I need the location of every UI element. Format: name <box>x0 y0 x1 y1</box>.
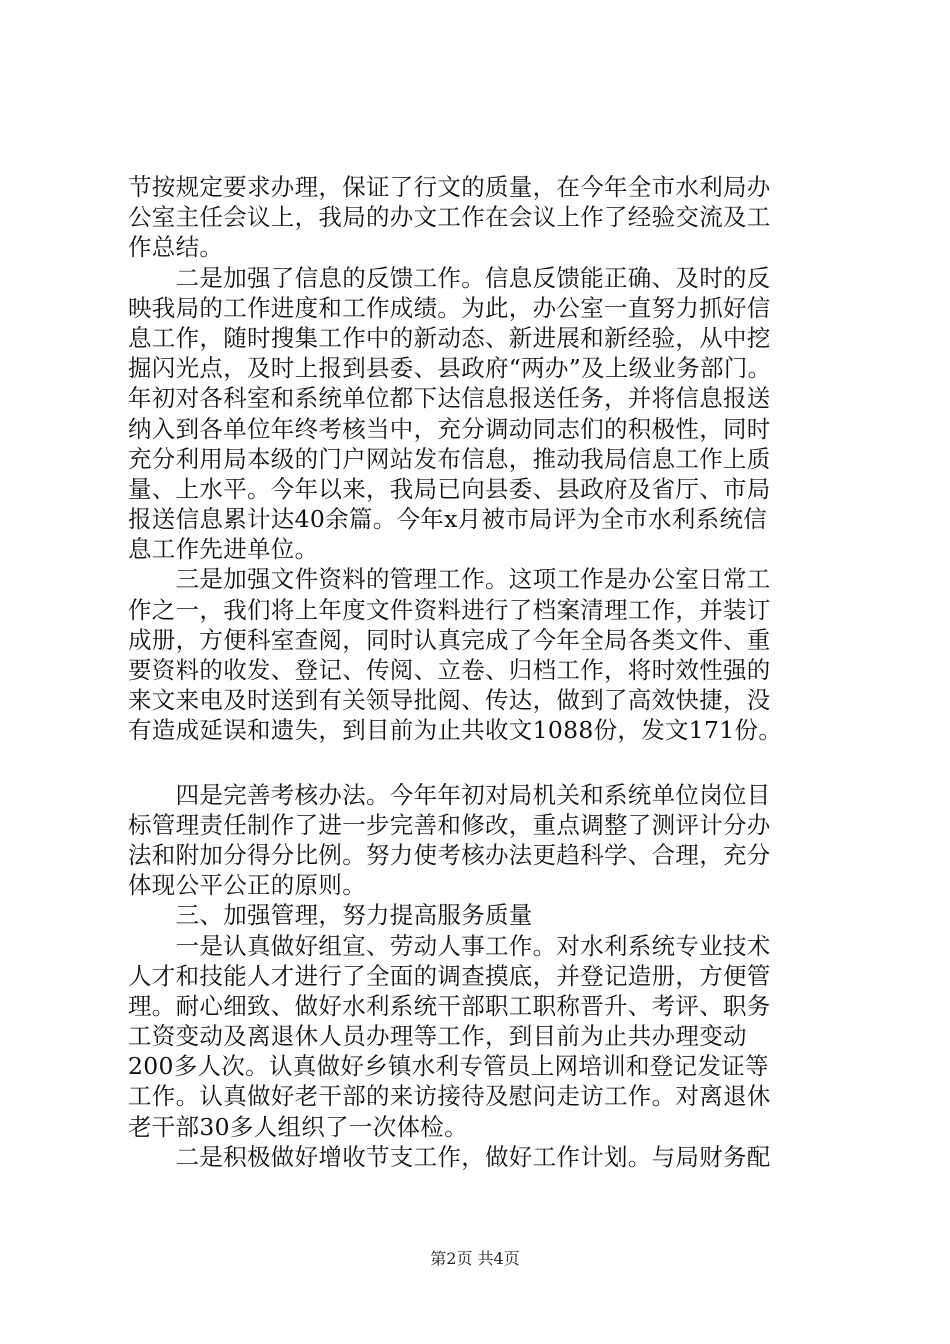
text-line: 节按规定要求办理，保证了行文的质量，在今年全市水利局办 <box>128 173 771 201</box>
text-line: 二是加强了信息的反馈工作。信息反馈能正确、及时的反 <box>128 263 771 292</box>
text-line: 一是认真做好组宣、劳动人事工作。对水利系统专业技术 <box>128 931 771 960</box>
text-line: 法和附加分得分比例。努力使考核办法更趋科学、合理，充分 <box>128 840 771 869</box>
text-line: 作之一，我们将上年度文件资料进行了档案清理工作，并装订 <box>128 595 771 624</box>
text-line: 体现公平公正的原则。 <box>128 871 366 900</box>
text-line: 量、上水平。今年以来，我局已向县委、县政府及省厅、市局 <box>128 474 771 503</box>
text-line: 纳入到各单位年终考核当中，充分调动同志们的积极性，同时 <box>128 414 771 443</box>
section-heading: 三、加强管理，努力提高服务质量 <box>128 901 533 930</box>
text-line: 工作。认真做好老干部的来访接待及慰问走访工作。对离退休 <box>128 1082 771 1111</box>
text-line: 要资料的收发、登记、传阅、立卷、归档工作，将时效性强的 <box>128 656 771 684</box>
document-body <box>128 172 828 1172</box>
text-line: 年初对各科室和系统单位都下达信息报送任务，并将信息报送 <box>128 384 771 413</box>
text-line: 标管理责任制作了进一步完善和修改，重点调整了测评计分办 <box>128 810 771 839</box>
text-line: 理。耐心细致、做好水利系统干部职工职称晋升、考评、职务 <box>128 991 771 1020</box>
text-line: 成册，方便科室查阅，同时认真完成了今年全局各类文件、重 <box>128 625 771 654</box>
text-line: 人才和技能人才进行了全面的调查摸底，并登记造册，方便管 <box>128 961 771 990</box>
text-line: 老干部30多人组织了一次体检。 <box>128 1112 468 1141</box>
paragraph-gap <box>128 746 828 780</box>
text-line: 掘闪光点，及时上报到县委、县政府“两办”及上级业务部门。 <box>128 354 772 383</box>
text-line: 200多人次。认真做好乡镇水利专管员上网培训和登记发证等 <box>128 1052 769 1081</box>
text-line: 三是加强文件资料的管理工作。这项工作是办公室日常工 <box>128 565 771 594</box>
text-line: 充分利用局本级的门户网站发布信息，推动我局信息工作上质 <box>128 444 771 473</box>
text-line: 四是完善考核办法。今年年初对局机关和系统单位岗位目 <box>128 780 771 809</box>
text-line: 作总结。 <box>128 233 224 262</box>
page-number-footer: 第2页 共4页 <box>430 1249 520 1268</box>
text-line: 息工作先进单位。 <box>128 535 319 564</box>
text-line: 有造成延误和遗失，到目前为止共收文1088份，发文171份。 <box>128 716 783 745</box>
text-line: 工资变动及离退休人员办理等工作，到目前为止共办理变动 <box>128 1022 747 1051</box>
text-line: 映我局的工作进度和工作成绩。为此，办公室一直努力抓好信 <box>128 293 771 322</box>
text-line: 公室主任会议上，我局的办文工作在会议上作了经验交流及工 <box>128 203 771 232</box>
text-line: 来文来电及时送到有关领导批阅、传达，做到了高效快捷，没 <box>128 686 771 715</box>
text-line: 报送信息累计达40余篇。今年x月被市局评为全市水利系统信 <box>128 505 768 534</box>
text-line: 息工作，随时搜集工作中的新动态、新进展和新经验，从中挖 <box>128 323 771 352</box>
text-line: 二是积极做好增收节支工作，做好工作计划。与局财务配 <box>128 1142 771 1171</box>
